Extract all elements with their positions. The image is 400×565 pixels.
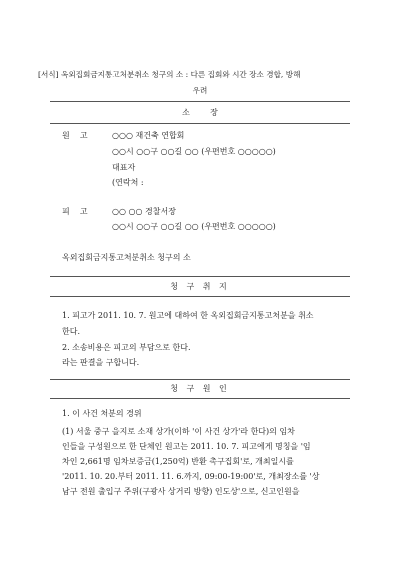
cause-line-3: 차인 2,661명 임차보증금(1,250억) 반환 촉구집회'로, 개최일시를 bbox=[62, 457, 294, 466]
plaintiff-address: ○○시 ○○구 ○○길 ○○ (우편번호 ○○○○○) bbox=[112, 147, 276, 156]
cause-line-1: (1) 서울 중구 을지로 소재 상가(이하 '이 사건 상가'라 한다)의 임차 bbox=[62, 427, 295, 436]
claim-line-2: 한다. bbox=[62, 327, 80, 336]
main-heading: 소 장 bbox=[182, 108, 218, 117]
claim-heading: 청 구 취 지 bbox=[170, 282, 230, 291]
cause-line-4: '2011. 10. 20.부터 2011. 11. 6.까지, 09:00-19:00'로, 개최장소를 '상 bbox=[62, 472, 320, 481]
top-rule bbox=[50, 101, 350, 102]
cause-line-2: 인들을 구성원으로 한 단체인 원고는 2011. 10. 7. 피고에게 명칭을 '임 bbox=[62, 442, 311, 451]
claim-line-1: 1. 피고가 2011. 10. 7. 원고에 대하여 한 옥외집회금지통고처분을 취소 bbox=[62, 311, 314, 320]
cause-bottom-rule bbox=[50, 398, 350, 399]
claim-bottom-rule bbox=[50, 296, 350, 297]
plaintiff-representative: 대표자 bbox=[112, 163, 136, 172]
claim-top-rule bbox=[50, 276, 350, 277]
defendant-name: ○○ ○○ 경찰서장 bbox=[112, 207, 176, 216]
cause-subheading: 1. 이 사건 처분의 경위 bbox=[62, 409, 142, 418]
case-name: 옥외집회금지통고처분취소 청구의 소 bbox=[62, 253, 191, 262]
claim-line-4: 라는 판결을 구합니다. bbox=[62, 358, 140, 367]
cause-heading: 청 구 원 인 bbox=[170, 384, 230, 393]
claim-line-3: 2. 소송비용은 피고의 부담으로 한다. bbox=[62, 343, 191, 352]
document-title-line2: 우려 bbox=[192, 86, 208, 95]
cause-top-rule bbox=[50, 379, 350, 380]
defendant-label: 피 고 bbox=[62, 207, 88, 216]
document-title-line1: [서식] 옥외집회금지통고처분취소 청구의 소 : 다른 집회와 시간 장소 경합, 방해 bbox=[38, 70, 301, 79]
plaintiff-label: 원 고 bbox=[62, 131, 88, 140]
cause-line-5: 남구 전원 출입구 주위(구광사 상거리 방향) 인도상'으로, 신고인원을 bbox=[62, 487, 300, 496]
defendant-address: ○○시 ○○구 ○○길 ○○ (우편번호 ○○○○○) bbox=[112, 222, 276, 231]
plaintiff-name: ○○○ 재건축 연합회 bbox=[112, 131, 185, 140]
plaintiff-contact: (연락처 : bbox=[112, 178, 144, 187]
main-heading-rule bbox=[50, 123, 350, 124]
